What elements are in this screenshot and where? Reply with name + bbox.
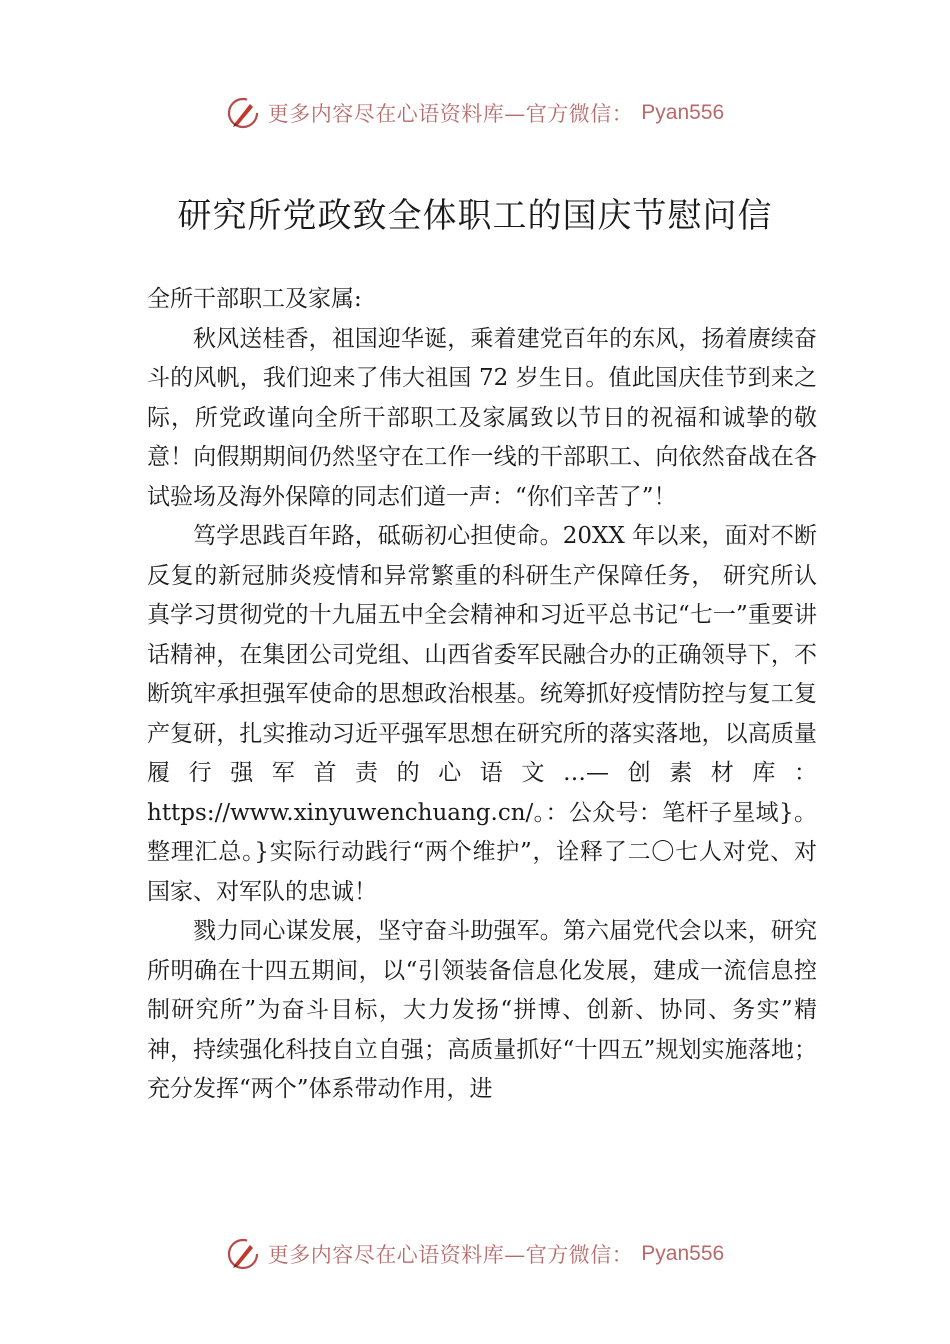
paragraph: 笃学思践百年路，砥砺初心担使命。20XX 年以来，面对不断反复的新冠肺炎疫情和异常繁重的科研生产保障任务， 研究所认真学习贯彻党的十九届五中全会精神和习近平总书记“七一”重要讲话精神，在集团公司党组、山西省委军民融合办的正确领导下，不断筑牢承担强军使命的思想政治根基。统筹抓好疫情防控与复工复产复研，扎实推动习近平强军思想在研究所的落实落地，以高质量履行强军首责的心语文…—创素材库：https://www.xinyuwenchuang.cn/。：公众号：笔杆子星域}。整理汇总。}实际行动践行“两个维护”，诠释了二〇七人对党、对国家、对军队的忠诚！ [147, 523, 817, 905]
red-pen-logo-icon [226, 1237, 260, 1271]
footer-watermark [0, 1237, 950, 1271]
watermark-wechat-id: Pyan556 [641, 1242, 725, 1265]
watermark-wechat-id: Pyan556 [641, 101, 725, 124]
salutation: 全所干部职工及家属: [147, 286, 362, 312]
watermark-text: 更多内容尽在心语资料库—官方微信： [267, 1243, 634, 1267]
header-watermark [0, 96, 950, 130]
red-pen-logo-icon [226, 96, 260, 130]
paragraph: 戮力同心谋发展，坚守奋斗助强军。第六届党代会以来，研究所明确在十四五期间，以“引领装备信息化发展，建成一流信息控制研究所”为奋斗目标，大力发扬“拼博、创新、协同、务实”精神，持续强化科技自立自强；高质量抓好“十四五”规划实施落地；充分发挥“两个”体系带动作用，进 [147, 918, 817, 1102]
watermark-text: 更多内容尽在心语资料库—官方微信： [267, 102, 634, 126]
letter-body [147, 280, 817, 1110]
paragraph: 秋风送桂香，祖国迎华诞，乘着建党百年的东风，扬着赓续奋斗的风帆，我们迎来了伟大祖国 72 岁生日。值此国庆佳节到来之际，所党政谨向全所干部职工及家属致以节日的祝福和诚挚的敬意！向假期期间仍然坚守在工作一线的干部职工、向依然奋战在各试验场及海外保障的同志们道一声：“你们辛苦了”！ [147, 325, 817, 510]
page-title: 研究所党政致全体职工的国庆节慰问信 [177, 196, 773, 236]
